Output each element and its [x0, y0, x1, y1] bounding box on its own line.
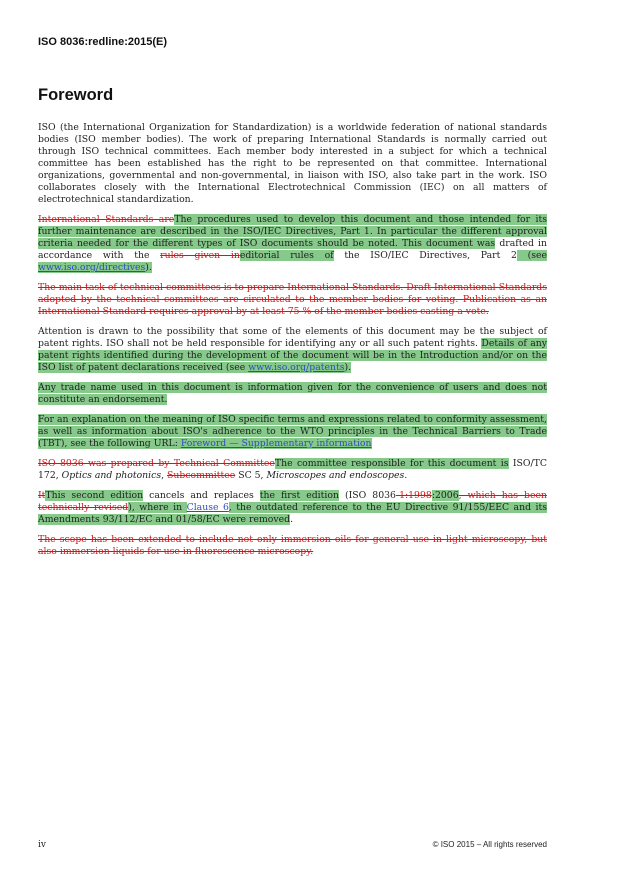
foreword-body	[38, 122, 547, 566]
paragraph-trade-name	[38, 382, 547, 406]
paragraph-committee	[38, 458, 547, 482]
inserted-text: The committee responsible for this document is	[274, 458, 509, 469]
unchanged-text: Attention is drawn to the possibility that some of the elements of this document may be the subject of patent rights. ISO shall not be held responsible for identifying any or all such patent rights.	[38, 326, 547, 349]
unchanged-text: (ISO 8036	[338, 490, 396, 501]
unchanged-text: drafted in accordance with the	[38, 238, 547, 261]
paragraph-scope	[38, 534, 547, 558]
unchanged-text: .	[290, 514, 294, 525]
inserted-text: ), where in	[128, 502, 187, 513]
inserted-text: the first edition	[259, 490, 339, 501]
page-title: Foreword	[38, 86, 114, 104]
inserted-text: Any trade name used in this document is information given for the convenience of users and does not constitute an endorsement.	[38, 382, 547, 405]
clause-6-link[interactable]: Clause 6	[186, 502, 229, 513]
deleted-text: International Standards are	[38, 214, 175, 225]
page-number: iv	[38, 840, 46, 850]
paragraph-patents	[38, 326, 547, 374]
deleted-text: The scope has been extended to include not only immersion oils for general use in light microscopy, but also immersion liquids for use in fluorescence microscopy.	[38, 534, 547, 557]
inserted-text: editorial rules of	[239, 250, 334, 261]
inserted-text	[38, 414, 547, 449]
paragraph-iso-intro: ISO (the International Organization for Standardization) is a worldwide federation of national standards bodies (ISO member bodies). The work of preparing International Standards is normally carried out through ISO technical committees. Each member body interested in a subject for which a technical committee has been established has the right to be represented on that committee. International organizations, governmental and non-governmental, in liaison with ISO, also take part in the work. ISO collaborates closely with the International Electrotechnical Commission (IEC) on all matters of electrotechnical standardization.	[38, 122, 547, 205]
subcommittee-name: Microscopes and endoscopes	[266, 470, 405, 481]
deleted-text: The main task of technical committees is to prepare International Standards. Draft International Standards adopted by the technical committees are circulated to the member bodies for voting. Publication as an International Standard requires approval by at least 75 % of the member bodies casting a vote.	[38, 282, 547, 317]
deleted-text: ISO 8036 was prepared by Technical Committee	[38, 458, 275, 469]
paragraph-procedures	[38, 214, 547, 274]
inserted-text: This second edition	[45, 490, 144, 501]
paragraph-edition	[38, 490, 547, 526]
inserted-text: ).	[344, 362, 352, 373]
unchanged-text: ,	[161, 470, 168, 481]
paragraph-terms-explanation	[38, 414, 547, 450]
document-id: ISO 8036:redline:2015(E)	[38, 36, 168, 48]
unchanged-text: the ISO/IEC Directives, Part 2	[333, 250, 517, 261]
paragraph-technical-committees	[38, 282, 547, 318]
committee-name: Optics and photonics	[61, 470, 162, 481]
directives-link[interactable]: www.iso.org/directives	[38, 262, 146, 273]
unchanged-text: cancels and replaces	[143, 490, 260, 501]
deleted-text: -1:1998	[395, 490, 432, 501]
deleted-text: rules given in	[160, 250, 240, 261]
inserted-text: For an explanation on the meaning of ISO specific terms and expressions related to conformity assessment, as well as information about ISO's adherence to the WTO principles in the Technical Barriers to Trade (TBT), see the following URL:	[38, 414, 547, 449]
supplementary-info-link[interactable]: Foreword — Supplementary information	[180, 438, 372, 449]
deleted-text: , which has been technically revised	[38, 490, 547, 513]
inserted-text: :2006	[431, 490, 459, 501]
unchanged-text: ISO/TC 172,	[38, 458, 547, 481]
inserted-text: Details of any patent rights identified during the development of the document will be in the Introduction and/or on the ISO list of patent declarations received (see	[38, 338, 547, 373]
inserted-text: , the outdated reference to the EU Directive 91/155/EEC and its Amendments 93/112/EC and 01/58/EC were removed	[38, 502, 547, 525]
copyright-notice: © ISO 2015 – All rights reserved	[432, 840, 547, 849]
deleted-text: It	[38, 490, 46, 501]
inserted-text: (see	[516, 250, 547, 261]
inserted-text: The procedures used to develop this document and those intended for its further maintenance are described in the ISO/IEC Directives, Part 1. In particular the different approval criteria needed for the different types of ISO documents should be noted. This document was	[38, 214, 547, 249]
patents-link[interactable]: www.iso.org/patents	[248, 362, 345, 373]
deleted-text: Subcommittee	[167, 470, 236, 481]
inserted-text: ).	[145, 262, 152, 273]
unchanged-text: SC 5,	[235, 470, 267, 481]
unchanged-text: .	[404, 470, 408, 481]
